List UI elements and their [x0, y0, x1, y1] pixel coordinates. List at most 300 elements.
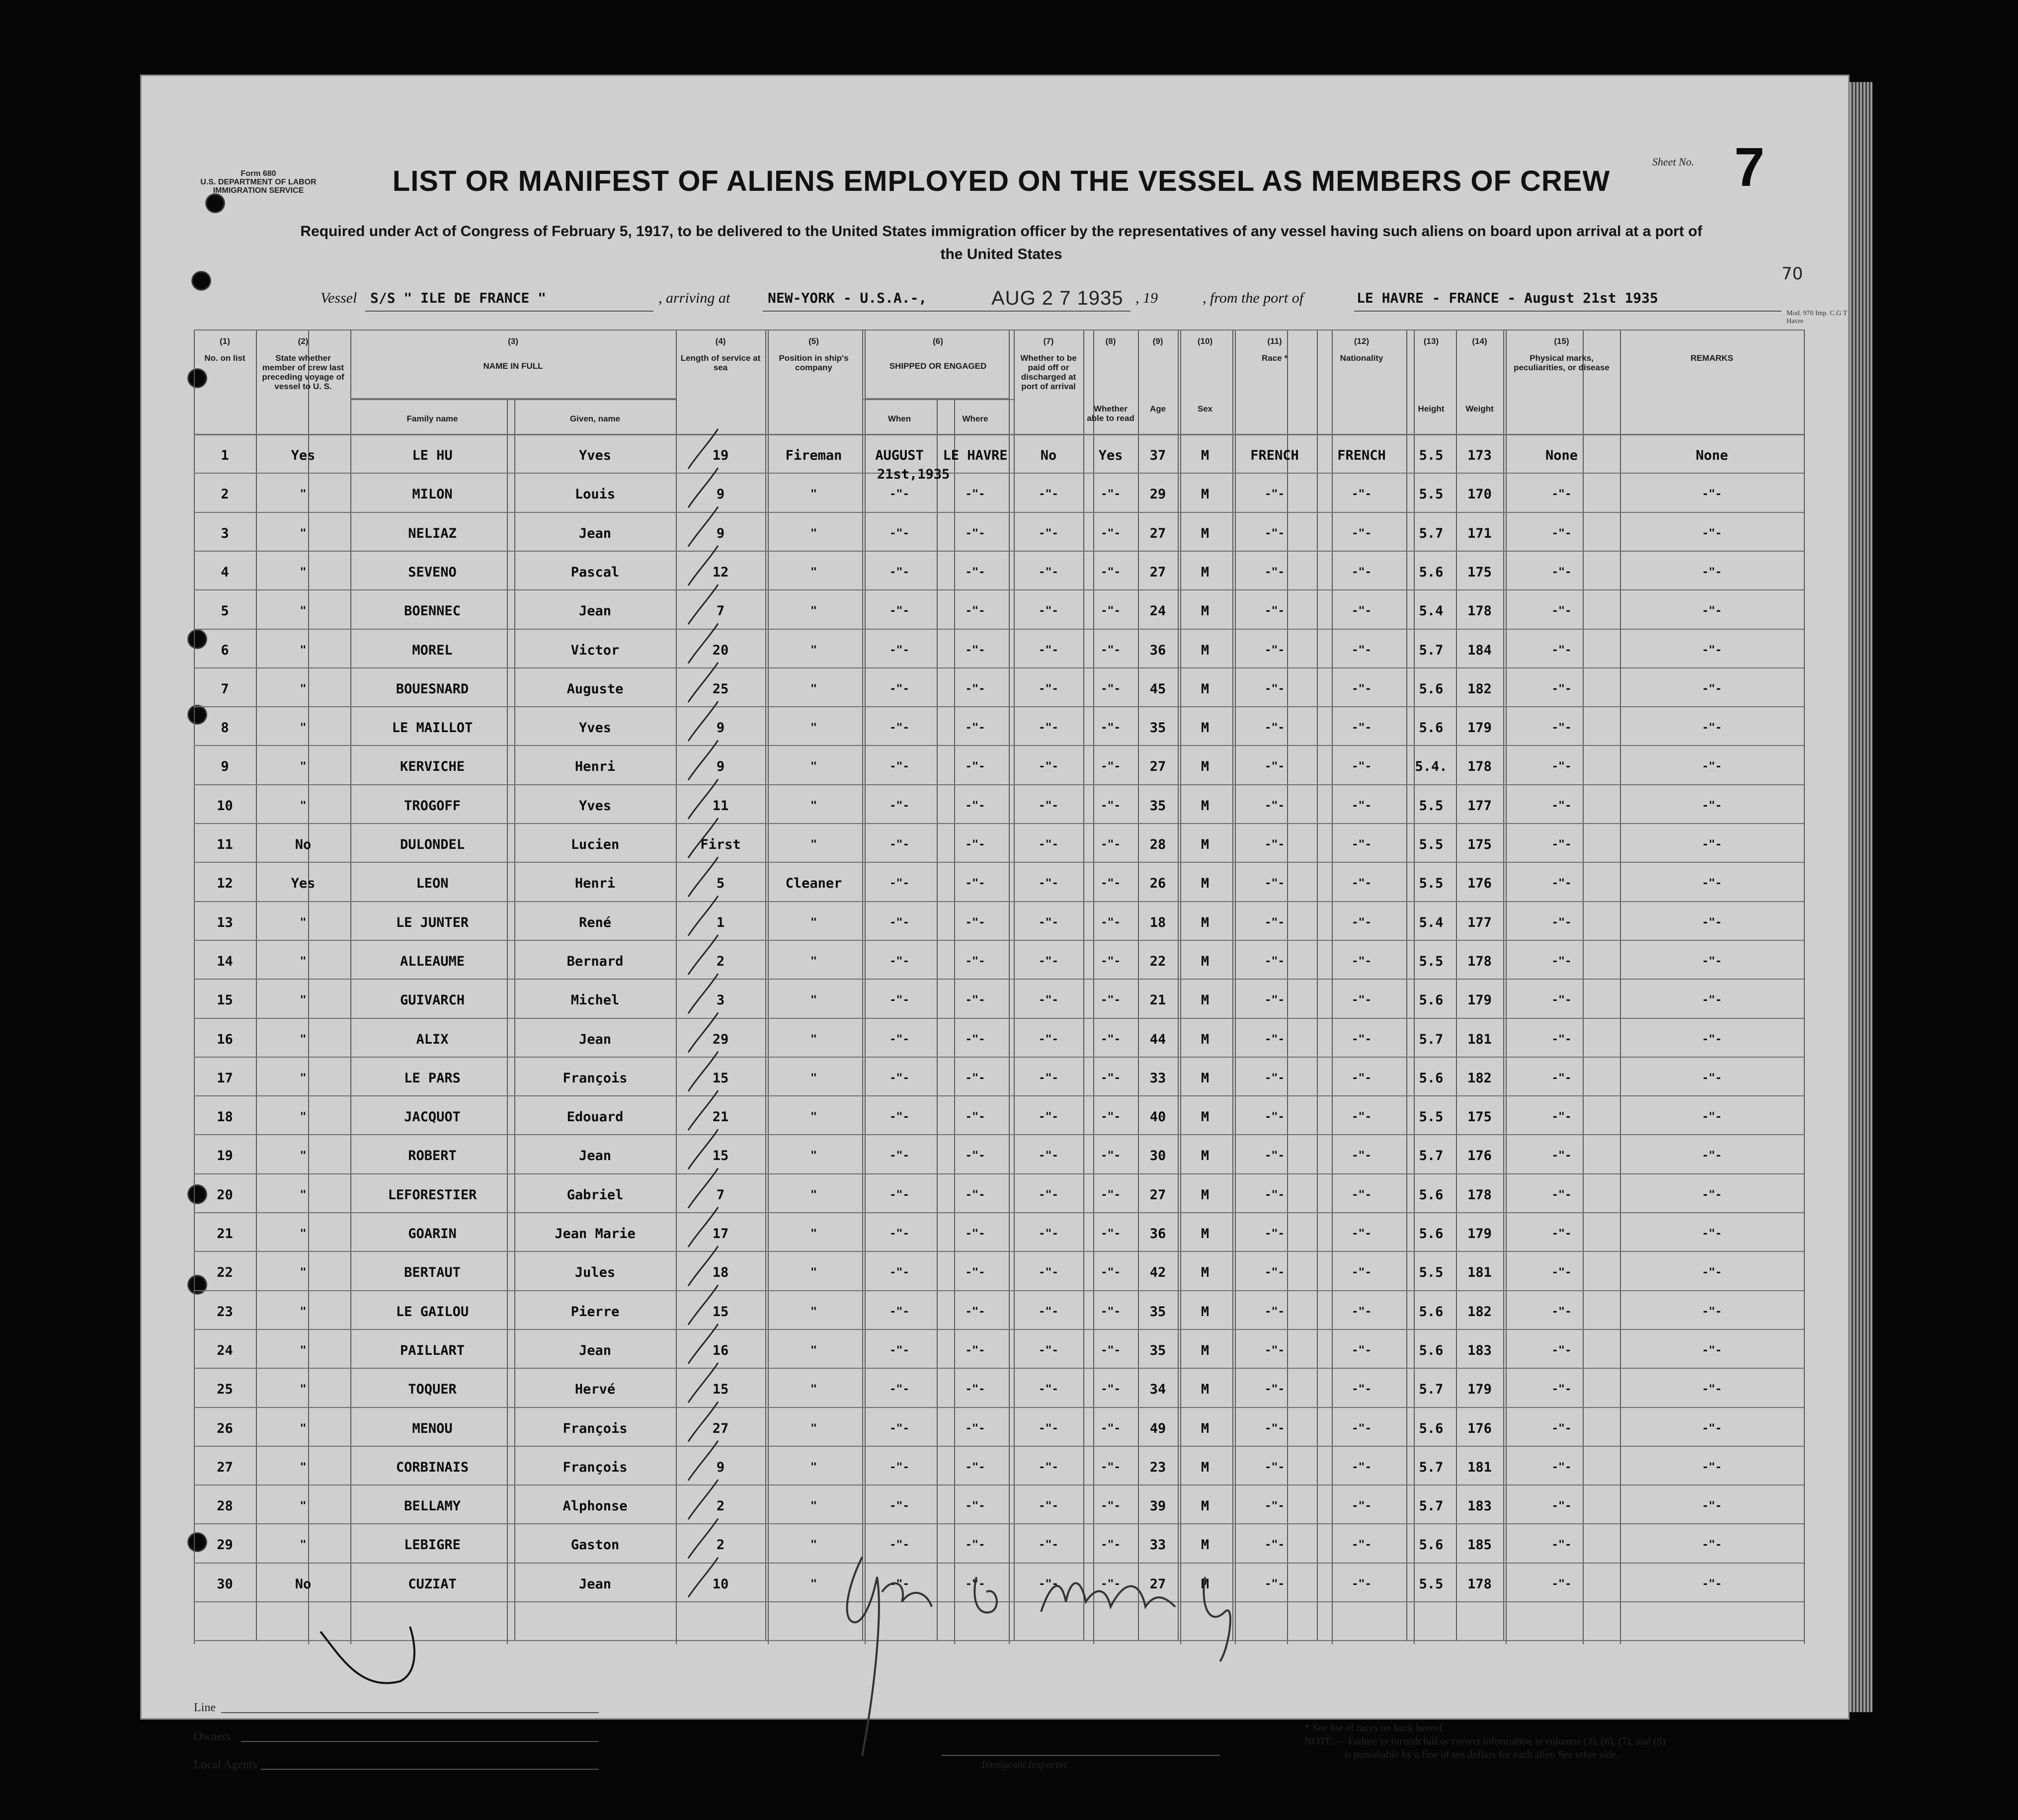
cell-height: 5.7: [1419, 1031, 1444, 1047]
cell-no: 5: [221, 603, 229, 619]
cell-read: -"-: [1101, 1577, 1121, 1590]
cell-read: -"-: [1101, 527, 1121, 540]
cell-position: ": [810, 1072, 817, 1084]
column-number: (8): [1105, 336, 1116, 346]
cell-race: -"-: [1265, 1344, 1285, 1357]
cell-no: 25: [217, 1382, 233, 1398]
cell-given: Henri: [574, 876, 616, 892]
cell-remarks: -"-: [1702, 1111, 1722, 1124]
line-label: Line: [194, 1701, 216, 1714]
service-name: IMMIGRATION SERVICE: [213, 186, 304, 195]
cell-given: Yves: [578, 720, 612, 736]
cell-race: FRENCH: [1250, 448, 1299, 463]
cell-age: 30: [1149, 1148, 1166, 1164]
cell-age: 24: [1149, 603, 1166, 619]
cell-prev: No: [295, 837, 312, 852]
cell-remarks: -"-: [1702, 566, 1722, 579]
cell-position: ": [810, 994, 817, 1007]
arrival-date-stamp: AUG 2 7 1935: [991, 287, 1124, 309]
table-top-rule: [194, 330, 1804, 331]
cell-position: ": [810, 1344, 817, 1357]
cell-where: -"-: [965, 527, 985, 540]
cell-where: -"-: [965, 838, 985, 851]
cell-paid: -"-: [1039, 1266, 1058, 1279]
cell-sex: M: [1201, 1031, 1210, 1047]
cell-position: ": [810, 1266, 817, 1279]
column-header: Physical marks, peculiarities, or disease: [1514, 353, 1610, 372]
cell-given: François: [563, 1459, 628, 1475]
cell-family: ALLEAUME: [400, 953, 465, 969]
service-check-marks: [678, 394, 778, 1600]
cell-position: ": [810, 644, 817, 657]
cell-read: -"-: [1101, 566, 1121, 579]
cell-race: -"-: [1265, 682, 1285, 695]
cell-marks: -"-: [1551, 644, 1572, 657]
cell-given: Pierre: [570, 1304, 620, 1320]
cell-sex: M: [1201, 564, 1210, 580]
page-title: LIST OR MANIFEST OF ALIENS EMPLOYED ON THE VESSEL AS MEMBERS OF CREW: [392, 165, 1611, 197]
cell-read: -"-: [1101, 1111, 1121, 1124]
cell-service: 9: [716, 525, 725, 541]
cell-family: GUIVARCH: [400, 993, 465, 1008]
cell-where: -"-: [965, 1266, 985, 1279]
cell-service: 27: [712, 1420, 729, 1436]
cell-position: ": [810, 566, 817, 579]
cell-no: 29: [217, 1537, 233, 1553]
cell-age: 39: [1149, 1498, 1166, 1514]
cell-marks: -"-: [1551, 527, 1572, 540]
cell-height: 5.6: [1419, 1420, 1444, 1436]
cell-marks: -"-: [1551, 1033, 1572, 1046]
cell-prev: ": [300, 1266, 307, 1279]
cell-sex: M: [1201, 1070, 1210, 1086]
cell-when: -"-: [889, 994, 909, 1007]
cell-height: 5.5: [1419, 448, 1444, 463]
cell-nationality: -"-: [1352, 877, 1372, 890]
cell-nationality: -"-: [1352, 605, 1372, 618]
cell-remarks: -"-: [1702, 1305, 1722, 1318]
cell-sex: M: [1201, 1265, 1210, 1281]
cell-family: LE PARS: [404, 1070, 461, 1086]
cell-race: -"-: [1265, 1461, 1285, 1474]
sheet-number: 7: [1734, 137, 1765, 198]
cell-family: LEBIGRE: [404, 1537, 461, 1553]
cell-no: 17: [217, 1070, 233, 1086]
cell-read: -"-: [1101, 644, 1121, 657]
cell-paid: -"-: [1039, 1422, 1058, 1435]
cell-no: 11: [217, 837, 233, 852]
column-header: Position in ship's company: [779, 353, 849, 372]
cell-prev: ": [300, 955, 307, 968]
cell-age: 27: [1149, 1576, 1166, 1592]
cell-prev: ": [300, 799, 307, 812]
cell-family: BELLAMY: [404, 1498, 461, 1514]
cell-no: 21: [217, 1226, 233, 1241]
cell-where: -"-: [965, 1577, 985, 1590]
cell-family: PAILLART: [400, 1342, 465, 1358]
cell-where: -"-: [965, 994, 985, 1007]
cell-weight: 177: [1467, 798, 1492, 814]
cell-prev: ": [300, 1539, 307, 1552]
cell-weight: 178: [1467, 603, 1492, 619]
cell-sex: M: [1201, 603, 1210, 619]
cell-marks: -"-: [1551, 566, 1572, 579]
cell-remarks: -"-: [1702, 760, 1722, 773]
cell-height: 5.6: [1419, 1226, 1444, 1241]
cell-where: -"-: [965, 799, 985, 812]
cell-where: -"-: [965, 1111, 985, 1124]
cell-marks: -"-: [1551, 488, 1572, 501]
cell-read: -"-: [1101, 955, 1121, 968]
cell-prev: ": [300, 1422, 307, 1435]
cell-marks: -"-: [1551, 1150, 1572, 1162]
cell-no: 6: [221, 642, 229, 658]
cell-age: 36: [1149, 642, 1166, 658]
cell-height: 5.6: [1419, 564, 1444, 580]
cell-age: 40: [1149, 1109, 1166, 1125]
local-agents-label: Local Agents: [194, 1758, 257, 1771]
cell-prev: ": [300, 644, 307, 657]
cell-position: ": [810, 1422, 817, 1435]
cell-remarks: -"-: [1702, 799, 1722, 812]
cell-remarks: None: [1695, 448, 1728, 463]
cell-service: 19: [712, 448, 729, 463]
cell-position: ": [810, 1577, 817, 1590]
cell-given: Jean: [578, 1342, 612, 1358]
cell-weight: 183: [1467, 1342, 1492, 1358]
cell-marks: -"-: [1551, 1383, 1572, 1396]
column-header: NAME IN FULL: [483, 361, 543, 371]
cell-age: 35: [1149, 720, 1166, 736]
column-number: (15): [1554, 336, 1569, 346]
cell-when: AUGUST: [875, 448, 924, 463]
inspector-label: Immigrant Inspector.: [981, 1758, 1069, 1770]
cell-remarks: -"-: [1702, 1150, 1722, 1162]
cell-height: 5.5: [1419, 837, 1444, 852]
cell-read: -"-: [1101, 877, 1121, 890]
cell-sex: M: [1201, 1382, 1210, 1398]
sheet-label: Sheet No.: [1652, 156, 1695, 168]
cell-marks: -"-: [1551, 605, 1572, 618]
cell-paid: -"-: [1039, 644, 1058, 657]
cell-nationality: -"-: [1352, 1344, 1372, 1357]
cell-when: -"-: [889, 722, 909, 735]
cell-marks: -"-: [1551, 1539, 1572, 1552]
cell-service: 2: [716, 953, 725, 969]
cell-paid: -"-: [1039, 994, 1058, 1007]
cell-given: Louis: [574, 487, 616, 502]
cell-nationality: -"-: [1352, 799, 1372, 812]
cell-service: 20: [712, 642, 729, 658]
cell-no: 20: [217, 1187, 233, 1203]
cell-given: Gaston: [570, 1537, 620, 1553]
cell-height: 5.5: [1419, 1576, 1444, 1592]
cell-read: -"-: [1101, 682, 1121, 695]
cell-weight: 173: [1467, 448, 1492, 463]
cell-read: -"-: [1101, 1344, 1121, 1357]
cell-when: -"-: [889, 1500, 909, 1513]
cell-paid: -"-: [1039, 682, 1058, 695]
cell-weight: 178: [1467, 1576, 1492, 1592]
cell-no: 13: [217, 914, 233, 930]
cell-family: LE JUNTER: [396, 914, 469, 930]
cell-nationality: -"-: [1352, 955, 1372, 968]
penalty-note: NOTE.— Failure to furnish full or correct information in columns (3), (6), (7), and (8): [1304, 1735, 1666, 1747]
cell-service: 7: [716, 1187, 725, 1203]
cell-paid: -"-: [1039, 760, 1058, 773]
cell-sex: M: [1201, 876, 1210, 892]
cell-nationality: -"-: [1352, 527, 1372, 540]
cell-when: -"-: [889, 1422, 909, 1435]
cell-family: LEON: [416, 876, 449, 892]
name-sub-rule: [350, 399, 676, 400]
cell-read: -"-: [1101, 1422, 1121, 1435]
cell-family: DULONDEL: [400, 837, 465, 852]
cell-age: 29: [1149, 487, 1166, 502]
cell-nationality: -"-: [1352, 760, 1372, 773]
cell-position: ": [810, 1539, 817, 1552]
cell-remarks: -"-: [1702, 1266, 1722, 1279]
cell-sex: M: [1201, 1148, 1210, 1164]
cell-remarks: -"-: [1702, 1577, 1722, 1590]
cell-weight: 182: [1467, 681, 1492, 697]
cell-service: 9: [716, 1459, 725, 1475]
cell-race: -"-: [1265, 488, 1285, 501]
cell-height: 5.7: [1419, 1148, 1444, 1164]
cell-when: -"-: [889, 1150, 909, 1162]
cell-service: 18: [712, 1265, 729, 1281]
manifest-sheet: [140, 75, 1850, 1771]
cell-paid: -"-: [1039, 1033, 1058, 1046]
cell-where: -"-: [965, 1344, 985, 1357]
from-port-label: , from the port of: [1203, 290, 1304, 306]
cell-paid: -"-: [1039, 1188, 1058, 1201]
cell-weight: 179: [1467, 1382, 1492, 1398]
cell-sex: M: [1201, 1342, 1210, 1358]
cell-where: -"-: [965, 1461, 985, 1474]
cell-race: -"-: [1265, 877, 1285, 890]
cell-when: -"-: [889, 1033, 909, 1046]
cell-nationality: -"-: [1352, 644, 1372, 657]
cell-no: 1: [221, 448, 229, 463]
cell-nationality: -"-: [1352, 1150, 1372, 1162]
cell-race: -"-: [1265, 1383, 1285, 1396]
cell-weight: 185: [1467, 1537, 1492, 1553]
cell-marks: -"-: [1551, 760, 1572, 773]
cell-given: Yves: [578, 448, 612, 463]
cell-given: François: [563, 1420, 628, 1436]
cell-family: BOUESNARD: [396, 681, 469, 697]
cell-sex: M: [1201, 1498, 1210, 1514]
cell-paid: -"-: [1039, 566, 1058, 579]
cell-where: -"-: [965, 644, 985, 657]
penalty-note-cont: is punishable by a fine of ten dollars for each alien See other side.: [1344, 1748, 1619, 1760]
column-header: Height: [1418, 404, 1445, 414]
cell-nationality: -"-: [1352, 566, 1372, 579]
cell-prev: ": [300, 682, 307, 695]
cell-weight: 178: [1467, 759, 1492, 775]
cell-given: Edouard: [566, 1109, 624, 1125]
cell-position: Cleaner: [785, 876, 842, 892]
cell-given: Yves: [578, 798, 612, 814]
cell-position: ": [810, 605, 817, 618]
cell-prev: ": [300, 1461, 307, 1474]
cell-when: -"-: [889, 1461, 909, 1474]
page-subtitle: Required under Act of Congress of February 5, 1917, to be delivered to the United States immigration officer by the representatives of any vessel having such aliens on board upon arrival at a port of the United States: [300, 223, 1702, 262]
arriving-label: , arriving at: [658, 290, 730, 306]
cell-weight: 171: [1467, 525, 1492, 541]
cell-service: 15: [712, 1304, 729, 1320]
punch-hole: [191, 271, 211, 291]
cell-where: -"-: [965, 1072, 985, 1084]
cell-prev: ": [300, 566, 307, 579]
cell-family: TOQUER: [408, 1382, 457, 1398]
cell-age: 27: [1149, 564, 1166, 580]
cell-paid: -"-: [1039, 605, 1058, 618]
cell-no: 19: [217, 1148, 233, 1164]
cell-when: -"-: [889, 682, 909, 695]
cell-nationality: -"-: [1352, 1422, 1372, 1435]
cell-read: -"-: [1101, 722, 1121, 735]
cell-paid: -"-: [1039, 722, 1058, 735]
cell-prev: ": [300, 1188, 307, 1201]
cell-height: 5.7: [1419, 1382, 1444, 1398]
cell-given: Jean: [578, 525, 612, 541]
cell-given: Bernard: [566, 953, 624, 969]
cell-sex: M: [1201, 1187, 1210, 1203]
cell-sex: M: [1201, 993, 1210, 1008]
cell-remarks: -"-: [1702, 955, 1722, 968]
cell-height: 5.5: [1419, 1265, 1444, 1281]
cell-family: MILON: [412, 487, 453, 502]
cell-height: 5.6: [1419, 681, 1444, 697]
cell-remarks: -"-: [1702, 1500, 1722, 1513]
cell-remarks: -"-: [1702, 1539, 1722, 1552]
cell-where: -"-: [965, 1228, 985, 1240]
cell-weight: 175: [1467, 837, 1492, 852]
cell-remarks: -"-: [1702, 1461, 1722, 1474]
cell-race: -"-: [1265, 916, 1285, 929]
cell-nationality: -"-: [1352, 1033, 1372, 1046]
cell-where: -"-: [965, 566, 985, 579]
column-number: (7): [1043, 336, 1054, 346]
cell-paid: -"-: [1039, 1500, 1058, 1513]
department-name: U.S. DEPARTMENT OF LABOR: [200, 178, 317, 186]
column-number: (4): [715, 336, 726, 346]
cell-position: ": [810, 1500, 817, 1513]
column-header: SHIPPED OR ENGAGED: [889, 361, 987, 371]
cell-service: 9: [716, 487, 725, 502]
cell-remarks: -"-: [1702, 1228, 1722, 1240]
cell-weight: 170: [1467, 487, 1492, 502]
cell-no: 2: [221, 487, 229, 502]
column-number: (11): [1267, 336, 1282, 346]
cell-service: 29: [712, 1031, 729, 1047]
cell-race: -"-: [1265, 605, 1285, 618]
cell-service: 21: [712, 1109, 729, 1125]
punch-hole: [205, 193, 225, 213]
cell-weight: 175: [1467, 564, 1492, 580]
cell-where: -"-: [965, 955, 985, 968]
cell-sex: M: [1201, 642, 1210, 658]
cell-given: Lucien: [570, 837, 620, 852]
cell-nationality: -"-: [1352, 488, 1372, 501]
cell-remarks: -"-: [1702, 994, 1722, 1007]
cell-read: -"-: [1101, 1033, 1121, 1046]
cell-paid: No: [1040, 448, 1057, 463]
cell-no: 3: [221, 525, 229, 541]
cell-when: -"-: [889, 877, 909, 890]
column-header: Length of service at sea: [680, 353, 761, 372]
cell-where: -"-: [965, 722, 985, 735]
cell-no: 18: [217, 1109, 233, 1125]
cell-age: 21: [1149, 993, 1166, 1008]
cell-weight: 178: [1467, 953, 1492, 969]
cell-family: GOARIN: [408, 1226, 457, 1241]
column-header: State whether member of crew last preceding voyage of vessel to U. S.: [262, 353, 344, 391]
cell-given: René: [578, 914, 612, 930]
cell-prev: ": [300, 1228, 307, 1240]
cell-paid: -"-: [1039, 1577, 1058, 1590]
cell-prev: ": [300, 1305, 307, 1318]
cell-race: -"-: [1265, 1266, 1285, 1279]
cell-race: -"-: [1265, 722, 1285, 735]
column-header: Nationality: [1340, 353, 1383, 363]
cell-no: 27: [217, 1459, 233, 1475]
cell-race: -"-: [1265, 1072, 1285, 1084]
cell-position: ": [810, 1383, 817, 1396]
cell-paid: -"-: [1039, 1111, 1058, 1124]
cell-nationality: -"-: [1352, 1461, 1372, 1474]
cell-when: -"-: [889, 1072, 909, 1084]
cell-given: Hervé: [574, 1382, 616, 1398]
cell-paid: -"-: [1039, 488, 1058, 501]
form-identifier: [199, 169, 318, 195]
cell-remarks: -"-: [1702, 722, 1722, 735]
column-subheader: Family name: [406, 414, 458, 423]
cell-nationality: -"-: [1352, 838, 1372, 851]
cell-read: -"-: [1101, 1228, 1121, 1240]
cell-race: -"-: [1265, 1305, 1285, 1318]
cell-no: 26: [217, 1420, 233, 1436]
cell-given: Jean: [578, 603, 612, 619]
cell-prev: Yes: [291, 876, 316, 892]
cell-service: 2: [716, 1537, 725, 1553]
cell-read: Yes: [1098, 448, 1123, 463]
cell-family: ROBERT: [408, 1148, 457, 1164]
cell-when: -"-: [889, 527, 909, 540]
column-number: (5): [808, 336, 819, 346]
cell-when: -"-: [889, 605, 909, 618]
cell-prev: No: [295, 1576, 312, 1592]
cell-marks: -"-: [1551, 1072, 1572, 1084]
cell-age: 33: [1149, 1537, 1166, 1553]
cell-race: -"-: [1265, 566, 1285, 579]
cell-height: 5.6: [1419, 993, 1444, 1008]
cell-age: 35: [1149, 1304, 1166, 1320]
cell-paid: -"-: [1039, 838, 1058, 851]
cell-race: -"-: [1265, 1150, 1285, 1162]
cell-prev: ": [300, 605, 307, 618]
column-header: No. on list: [204, 353, 245, 363]
cell-given: Jean: [578, 1148, 612, 1164]
cell-prev: ": [300, 916, 307, 929]
cell-prev: ": [300, 1033, 307, 1046]
column-header: Whether to be paid off or discharged at port of arrival: [1020, 353, 1077, 391]
cell-read: -"-: [1101, 1266, 1121, 1279]
cell-given: Victor: [570, 642, 620, 658]
cell-nationality: -"-: [1352, 1577, 1372, 1590]
